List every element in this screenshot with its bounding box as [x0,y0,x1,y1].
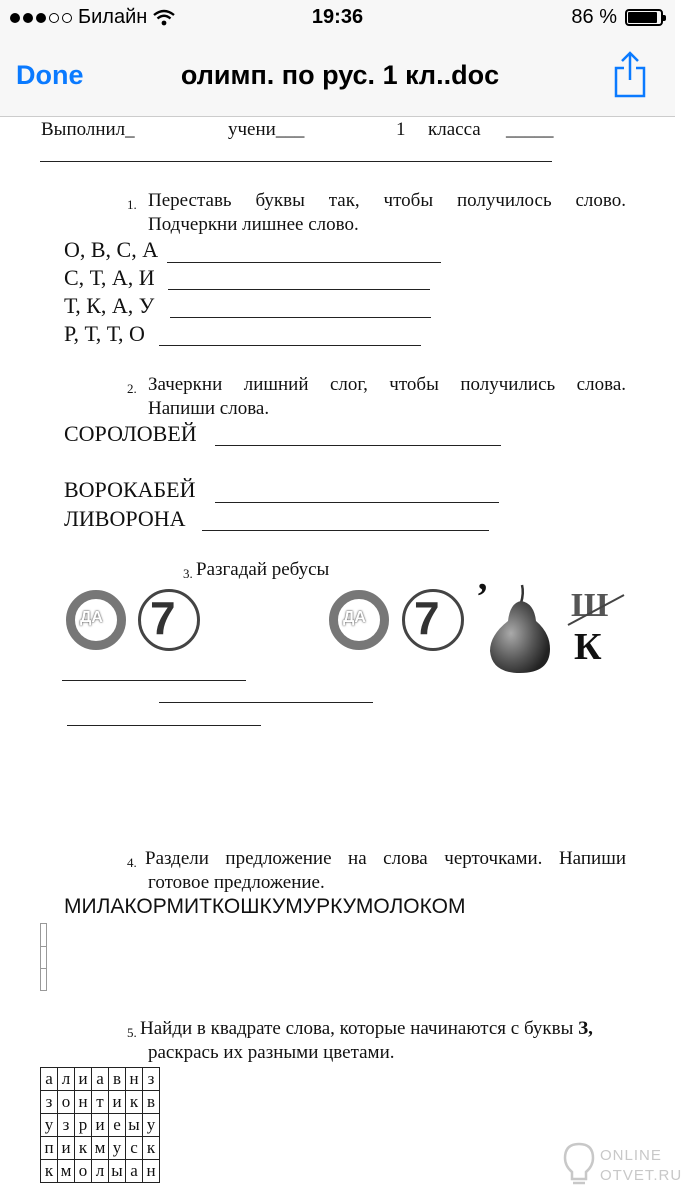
grid-cell[interactable]: л [92,1160,109,1183]
grid-cell[interactable]: н [75,1091,92,1114]
grid-cell[interactable]: м [58,1160,75,1183]
grid-cell[interactable]: а [126,1160,143,1183]
resize-handle [40,923,47,991]
answer-line [168,289,430,290]
rebus-comma: ’ [476,576,489,618]
grid-cell[interactable]: и [75,1068,92,1091]
answer-line [215,445,501,446]
grid-cell[interactable]: о [58,1091,75,1114]
answer-line [215,502,499,503]
document-page[interactable] [0,117,682,1200]
done-by-label: Выполнил_ [41,119,135,140]
status-bar [0,0,675,36]
grid-cell[interactable]: в [143,1091,160,1114]
answer-line [62,680,246,681]
answer-line [159,702,373,703]
grid-cell[interactable]: и [92,1114,109,1137]
grid-row [41,1160,160,1183]
task3-text: Разгадай ребусы [196,559,330,580]
grade-number: 1 [396,119,406,140]
watermark-line2: OTVET.RU [600,1167,682,1184]
grid-cell[interactable]: к [41,1160,58,1183]
grid-cell[interactable]: о [75,1160,92,1183]
rebus-seven-clip [138,589,178,651]
grid-cell[interactable]: а [41,1068,58,1091]
task1-item-2: С, Т, А, И [64,265,155,290]
battery-icon [625,9,663,26]
rebus-crossed-letter: Ш [571,587,609,624]
pear-icon [486,583,554,675]
watermark-line1: ONLINE [600,1147,662,1164]
rebus-da-text: ДА [80,609,103,626]
task1-item-4: Р, Т, Т, О [64,321,145,346]
grid-cell[interactable]: л [58,1068,75,1091]
letter-grid [40,1067,160,1183]
grid-cell[interactable]: м [92,1137,109,1160]
grid-cell[interactable]: т [92,1091,109,1114]
answer-line [170,317,431,318]
grid-cell[interactable]: и [109,1091,126,1114]
rebus-da-text: ДА [343,609,366,626]
rebus-seven-text: 7 [414,592,440,644]
task2-item-1: СОРОЛОВЕЙ [64,421,197,446]
answer-line [67,725,261,726]
battery-percent: 86 % [571,6,617,28]
task5-letter: З, [578,1018,593,1039]
grid-cell[interactable]: и [58,1137,75,1160]
task1-text-line2: Подчеркни лишнее слово. [148,214,359,235]
answer-line [159,345,421,346]
rebus-letter: К [574,626,602,668]
task4-number: 4. [127,855,137,870]
grid-cell[interactable]: к [75,1137,92,1160]
task4-text-line2: готовое предложение. [148,872,325,893]
grade-label: класса [428,119,481,140]
grid-cell[interactable]: к [143,1137,160,1160]
task4-sentence: МИЛАКОРМИТКОШКУМУРКУМОЛОКОМ [64,895,466,918]
answer-line [202,530,489,531]
grid-cell[interactable]: у [109,1137,126,1160]
task4-text-line1: Раздели предложение на слова черточками. Напиши [145,848,626,869]
answer-line [167,262,441,263]
task1-text-line1: Переставь буквы так, чтобы получилось слово. [148,190,626,211]
lightbulb-icon [562,1141,596,1189]
grid-cell[interactable]: ы [109,1160,126,1183]
clock: 19:36 [311,6,364,28]
task2-number: 2. [127,381,137,396]
grid-cell[interactable]: н [143,1160,160,1183]
grid-row [41,1091,160,1114]
task2-text-line2: Напиши слова. [148,398,270,419]
task5-number: 5. [127,1025,137,1040]
carrier-name: Билайн [78,6,148,28]
task1-item-1: О, В, С, А [64,237,159,262]
grid-cell[interactable]: у [143,1114,160,1137]
grid-cell[interactable]: ы [126,1114,143,1137]
grid-row [41,1137,160,1160]
rebus-seven-text: 7 [150,592,176,644]
student-label: учени___ [228,119,305,140]
share-icon[interactable] [610,50,650,100]
task5-text-line2: раскрась их разными цветами. [148,1042,395,1063]
grid-cell[interactable]: а [92,1068,109,1091]
task2-item-3: ЛИВОРОНА [64,506,186,531]
name-line [40,161,552,162]
document-title: олимп. по рус. 1 кл..doc [180,60,500,90]
grade-blank: _____ [506,119,554,140]
grid-cell[interactable]: з [58,1114,75,1137]
rebus-seven-clip [402,589,440,651]
done-button[interactable]: Done [16,60,84,90]
grid-cell[interactable]: к [126,1091,143,1114]
grid-cell[interactable]: р [75,1114,92,1137]
grid-cell[interactable]: з [41,1091,58,1114]
grid-cell[interactable]: у [41,1114,58,1137]
strike-line [566,591,626,627]
nav-bar [0,36,675,117]
task1-number: 1. [127,197,137,212]
task3-number: 3. [183,566,193,581]
grid-cell[interactable]: з [143,1068,160,1091]
grid-cell[interactable]: п [41,1137,58,1160]
grid-cell[interactable]: с [126,1137,143,1160]
grid-row [41,1114,160,1137]
grid-cell[interactable]: е [109,1114,126,1137]
grid-cell[interactable]: н [126,1068,143,1091]
task2-item-2: ВОРОКАБЕЙ [64,477,196,502]
task1-item-3: Т, К, А, У [64,293,155,318]
task2-text-line1: Зачеркни лишний слог, чтобы получились слова. [148,374,626,395]
grid-cell[interactable]: в [109,1068,126,1091]
grid-row [41,1068,160,1091]
task5-text-line1: Найди в квадрате слова, которые начинаются с буквы З, [140,1018,593,1039]
